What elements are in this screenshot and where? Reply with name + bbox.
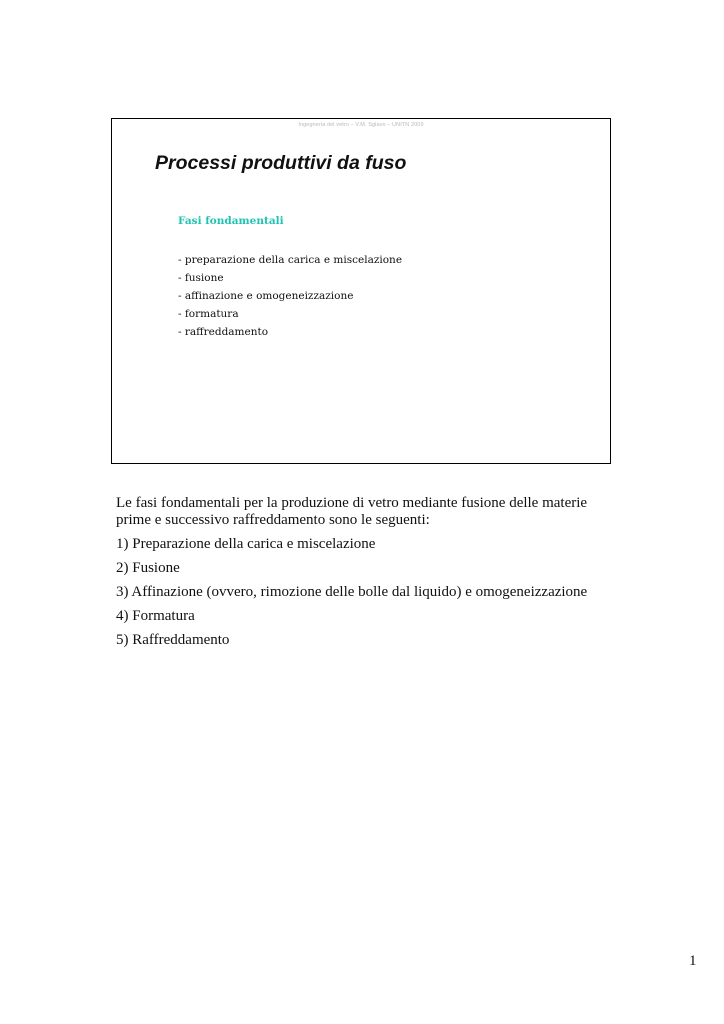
notes-item: 1) Preparazione della carica e miscelazione [116,536,376,552]
slide-bullet: - raffreddamento [178,326,269,338]
slide-title: Processi produttivi da fuso [155,152,407,174]
slide-bullet-list [178,251,402,341]
slide-subtitle: Fasi fondamentali [178,215,284,227]
slide-header: Ingegneria del vetro – V.M. Sglavo – UNITN 2009 [298,122,424,128]
notes-text [116,495,616,656]
notes-item: 5) Raffreddamento [116,632,230,648]
notes-item: 4) Formatura [116,608,195,624]
slide-bullet: - fusione [178,272,224,284]
notes-item: 2) Fusione [116,560,180,576]
slide-bullet: - preparazione della carica e miscelazione [178,254,403,266]
page-number: 1 [689,953,697,969]
notes-intro: Le fasi fondamentali per la produzione di vetro mediante fusione delle materie prime e successivo raffreddamento sono le seguenti: [116,495,588,528]
slide-frame [111,118,611,464]
slide-bullet: - formatura [178,308,239,320]
slide-bullet: - affinazione e omogeneizzazione [178,290,354,302]
notes-item: 3) Affinazione (ovvero, rimozione delle bolle dal liquido) e omogeneizzazione [116,584,588,600]
